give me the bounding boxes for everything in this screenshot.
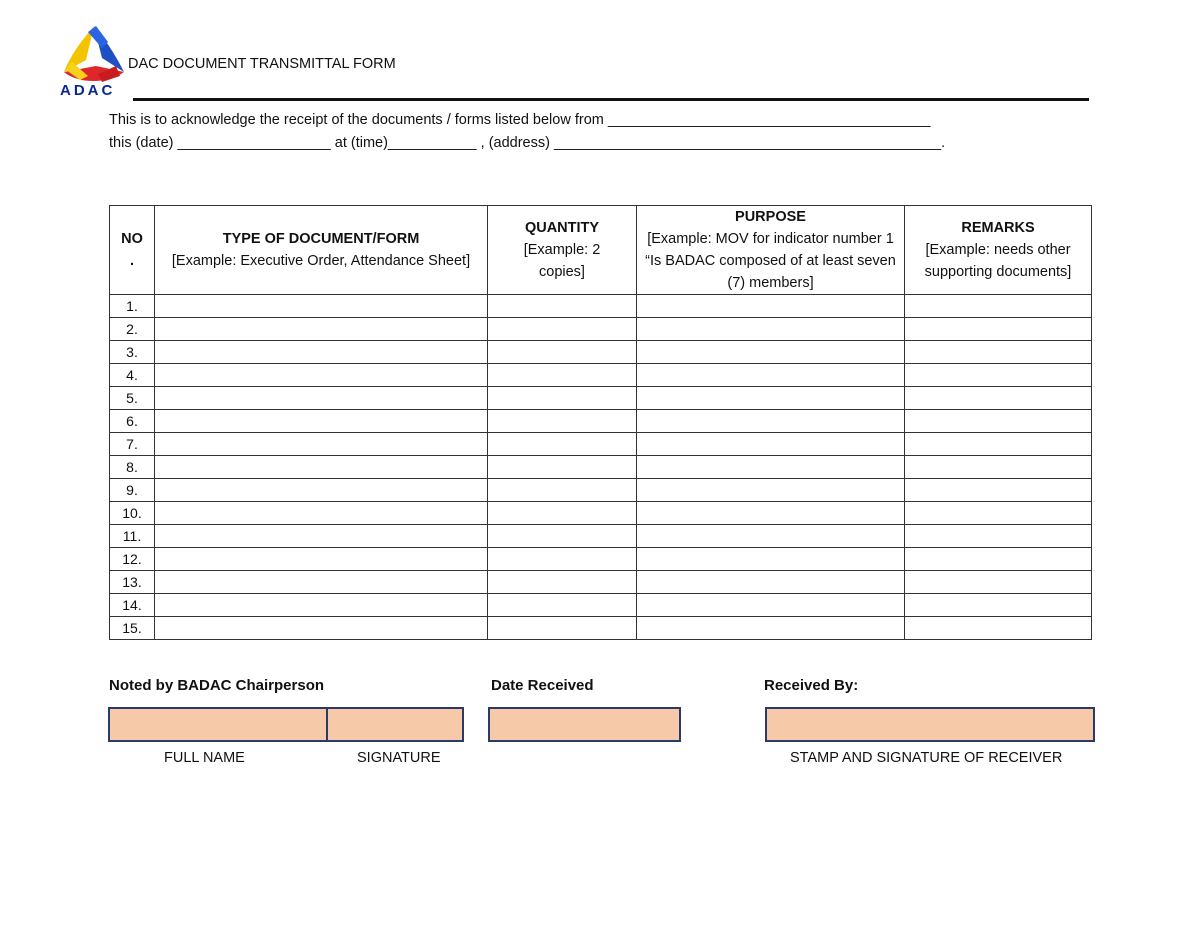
purpose-cell[interactable] — [637, 479, 905, 502]
type-cell[interactable] — [155, 318, 488, 341]
acknowledgement-line-2: this (date) ___________________ at (time)___________ , (address) ________________________________________________. — [109, 135, 946, 151]
table-row — [110, 594, 1092, 617]
table-row — [110, 456, 1092, 479]
quantity-cell[interactable] — [488, 433, 637, 456]
header-type-of-document: TYPE OF DOCUMENT/FORM [Example: Executive Order, Attendance Sheet] — [155, 206, 488, 295]
full-name-caption: FULL NAME — [164, 750, 245, 766]
type-cell[interactable] — [155, 479, 488, 502]
header-remarks: REMARKS [Example: needs other supporting documents] — [905, 206, 1092, 295]
quantity-cell[interactable] — [488, 571, 637, 594]
remarks-cell[interactable] — [905, 525, 1092, 548]
quantity-cell[interactable] — [488, 479, 637, 502]
remarks-cell[interactable] — [905, 341, 1092, 364]
title-underline — [133, 98, 1089, 101]
quantity-cell[interactable] — [488, 410, 637, 433]
row-number: 2. — [110, 318, 155, 341]
table-row — [110, 525, 1092, 548]
remarks-cell[interactable] — [905, 479, 1092, 502]
remarks-cell[interactable] — [905, 318, 1092, 341]
table-row — [110, 548, 1092, 571]
remarks-cell[interactable] — [905, 387, 1092, 410]
quantity-cell[interactable] — [488, 617, 637, 640]
remarks-cell[interactable] — [905, 594, 1092, 617]
full-name-field[interactable] — [108, 707, 328, 742]
row-number: 14. — [110, 594, 155, 617]
row-number: 3. — [110, 341, 155, 364]
row-number: 11. — [110, 525, 155, 548]
stamp-caption: STAMP AND SIGNATURE OF RECEIVER — [790, 750, 1063, 766]
remarks-cell[interactable] — [905, 410, 1092, 433]
quantity-cell[interactable] — [488, 525, 637, 548]
transmittal-table — [109, 205, 1092, 640]
row-number: 6. — [110, 410, 155, 433]
row-number: 7. — [110, 433, 155, 456]
purpose-cell[interactable] — [637, 502, 905, 525]
quantity-cell[interactable] — [488, 364, 637, 387]
row-number: 12. — [110, 548, 155, 571]
purpose-cell[interactable] — [637, 617, 905, 640]
table-row — [110, 364, 1092, 387]
acknowledgement-line-1: This is to acknowledge the receipt of the documents / forms listed below from ________________________________________ — [109, 112, 931, 128]
table-row — [110, 571, 1092, 594]
row-number: 10. — [110, 502, 155, 525]
purpose-cell[interactable] — [637, 410, 905, 433]
quantity-cell[interactable] — [488, 502, 637, 525]
date-received-label: Date Received — [491, 677, 594, 694]
table-header-row — [110, 206, 1092, 295]
type-cell[interactable] — [155, 387, 488, 410]
type-cell[interactable] — [155, 364, 488, 387]
row-number: 9. — [110, 479, 155, 502]
remarks-cell[interactable] — [905, 502, 1092, 525]
table-row — [110, 318, 1092, 341]
quantity-cell[interactable] — [488, 548, 637, 571]
purpose-cell[interactable] — [637, 433, 905, 456]
header-no: NO . — [110, 206, 155, 295]
quantity-cell[interactable] — [488, 594, 637, 617]
remarks-cell[interactable] — [905, 295, 1092, 318]
purpose-cell[interactable] — [637, 364, 905, 387]
quantity-cell[interactable] — [488, 318, 637, 341]
type-cell[interactable] — [155, 617, 488, 640]
noted-by-label: Noted by BADAC Chairperson — [109, 677, 325, 694]
table-row — [110, 617, 1092, 640]
type-cell[interactable] — [155, 525, 488, 548]
purpose-cell[interactable] — [637, 571, 905, 594]
signature-caption: SIGNATURE — [357, 750, 441, 766]
table-row — [110, 295, 1092, 318]
type-cell[interactable] — [155, 341, 488, 364]
signature-field[interactable] — [326, 707, 464, 742]
type-cell[interactable] — [155, 571, 488, 594]
type-cell[interactable] — [155, 456, 488, 479]
remarks-cell[interactable] — [905, 571, 1092, 594]
table-row — [110, 410, 1092, 433]
remarks-cell[interactable] — [905, 617, 1092, 640]
remarks-cell[interactable] — [905, 364, 1092, 387]
table-row — [110, 433, 1092, 456]
table-row — [110, 387, 1092, 410]
remarks-cell[interactable] — [905, 548, 1092, 571]
quantity-cell[interactable] — [488, 456, 637, 479]
type-cell[interactable] — [155, 502, 488, 525]
type-cell[interactable] — [155, 594, 488, 617]
table-row — [110, 479, 1092, 502]
quantity-cell[interactable] — [488, 341, 637, 364]
type-cell[interactable] — [155, 410, 488, 433]
purpose-cell[interactable] — [637, 548, 905, 571]
type-cell[interactable] — [155, 295, 488, 318]
received-by-label: Received By: — [764, 677, 859, 694]
remarks-cell[interactable] — [905, 456, 1092, 479]
form-title: DAC DOCUMENT TRANSMITTAL FORM — [128, 56, 396, 72]
date-received-field[interactable] — [488, 707, 681, 742]
purpose-cell[interactable] — [637, 525, 905, 548]
row-number: 8. — [110, 456, 155, 479]
purpose-cell[interactable] — [637, 295, 905, 318]
header-quantity: QUANTITY [Example: 2 copies] — [488, 206, 637, 295]
quantity-cell[interactable] — [488, 387, 637, 410]
purpose-cell[interactable] — [637, 341, 905, 364]
remarks-cell[interactable] — [905, 433, 1092, 456]
purpose-cell[interactable] — [637, 318, 905, 341]
table-row — [110, 502, 1092, 525]
purpose-cell[interactable] — [637, 456, 905, 479]
type-cell[interactable] — [155, 433, 488, 456]
header-purpose: PURPOSE [Example: MOV for indicator number 1 “Is BADAC composed of at least seven (7) members] — [637, 206, 905, 295]
row-number: 5. — [110, 387, 155, 410]
type-cell[interactable] — [155, 548, 488, 571]
table-row — [110, 341, 1092, 364]
row-number: 1. — [110, 295, 155, 318]
row-number: 15. — [110, 617, 155, 640]
row-number: 4. — [110, 364, 155, 387]
purpose-cell[interactable] — [637, 594, 905, 617]
purpose-cell[interactable] — [637, 387, 905, 410]
receiver-stamp-field[interactable] — [765, 707, 1095, 742]
quantity-cell[interactable] — [488, 295, 637, 318]
row-number: 13. — [110, 571, 155, 594]
logo-wordmark: ADAC — [60, 82, 116, 99]
